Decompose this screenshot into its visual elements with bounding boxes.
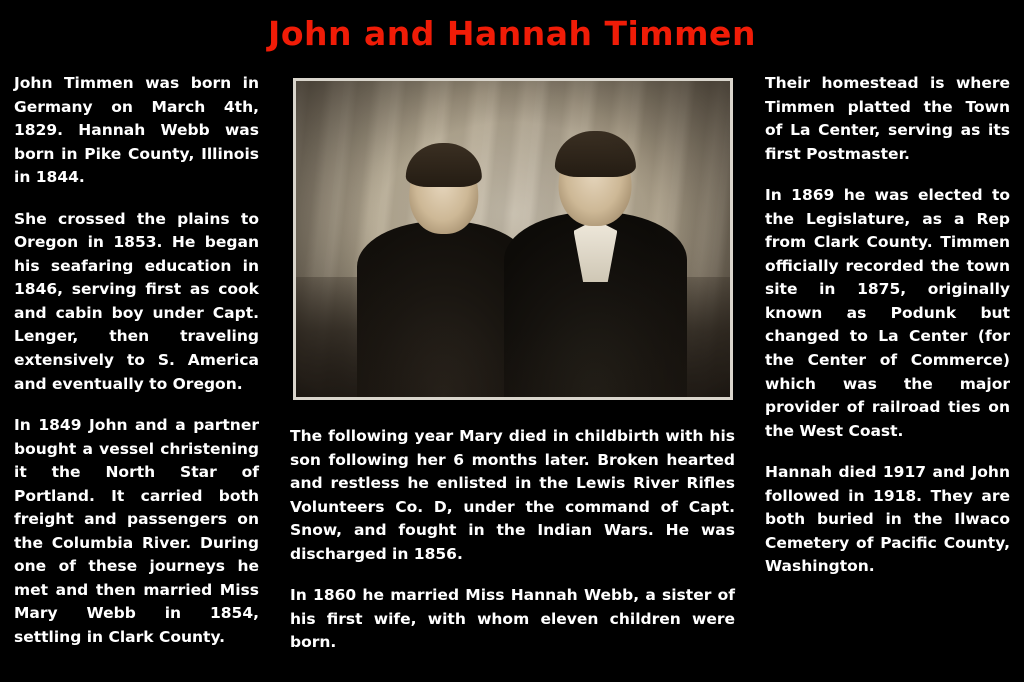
- paragraph: She crossed the plains to Oregon in 1853. He began his seafaring education in 1846, serving first as cook and cabin boy under Capt. Lenger, then traveling extensively to S. America and eventually to Oregon.: [14, 209, 259, 393]
- man-shirt: [574, 220, 618, 283]
- page-title: John and Hannah Timmen: [268, 14, 756, 53]
- photo-background: [296, 81, 730, 397]
- text-column-right: [765, 72, 1010, 579]
- text-column-center: [290, 425, 735, 655]
- paragraph: John Timmen was born in Germany on March 4th, 1829. Hannah Webb was born in Pike County, Illinois in 1844.: [14, 74, 259, 187]
- man-hair: [555, 131, 635, 177]
- figure-man: [504, 125, 686, 397]
- woman-hair: [405, 143, 481, 187]
- paragraph: In 1860 he married Miss Hannah Webb, a sister of his first wife, with whom eleven children were born.: [290, 586, 735, 652]
- paragraph: Hannah died 1917 and John followed in 1918. They are both buried in the Ilwaco Cemetery of Pacific County, Washington.: [765, 463, 1010, 576]
- man-coat: [504, 212, 686, 397]
- paragraph: In 1869 he was elected to the Legislature, as a Rep from Clark County. Timmen officially recorded the town site in 1875, originally known as Podunk but changed to La Center (for the Center of Commerce) which was the major provider of railroad ties on the West Coast.: [765, 186, 1010, 440]
- text-column-left: [14, 72, 259, 650]
- paragraph: The following year Mary died in childbirth with his son following her 6 months later. Broken hearted and restless he enlisted in the Lewis River Rifles Volunteers Co. D, under the command of Capt. Snow, and fought in the Indian Wars. He was discharged in 1856.: [290, 427, 735, 563]
- portrait-photo: [293, 78, 733, 400]
- paragraph: In 1849 John and a partner bought a vessel christening it the North Star of Portland. It carried both freight and passengers on the Columbia River. During one of these journeys he met and then married Miss Mary Webb in 1854, settling in Clark County.: [14, 416, 259, 647]
- paragraph: Their homestead is where Timmen platted the Town of La Center, serving as its first Postmaster.: [765, 74, 1010, 163]
